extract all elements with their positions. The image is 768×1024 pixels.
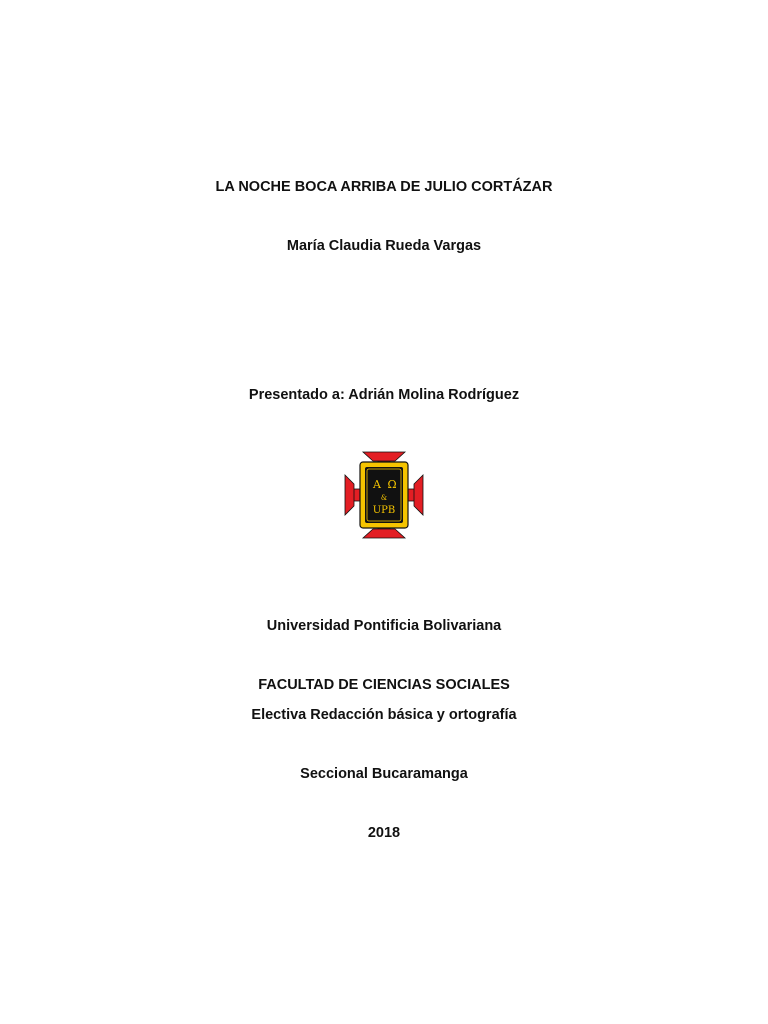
course-name: Electiva Redacción básica y ortografía (251, 707, 517, 723)
ampersand: & (380, 494, 388, 502)
document-title: LA NOCHE BOCA ARRIBA DE JULIO CORTÁZAR (215, 179, 553, 195)
campus-name: Seccional Bucaramanga (300, 766, 468, 782)
omega-letter: Ω (387, 478, 397, 491)
university-name: Universidad Pontificia Bolivariana (266, 618, 502, 634)
faculty-name: FACULTAD DE CIENCIAS SOCIALES (258, 677, 510, 693)
upb-initials: UPB (372, 505, 396, 516)
alpha-letter: A (373, 478, 381, 491)
presented-to: Presentado a: Adrián Molina Rodríguez (248, 387, 520, 403)
author-name: María Claudia Rueda Vargas (286, 238, 482, 254)
university-crest-icon (343, 449, 425, 541)
document-year: 2018 (367, 825, 401, 841)
crest-graphic (343, 449, 425, 541)
